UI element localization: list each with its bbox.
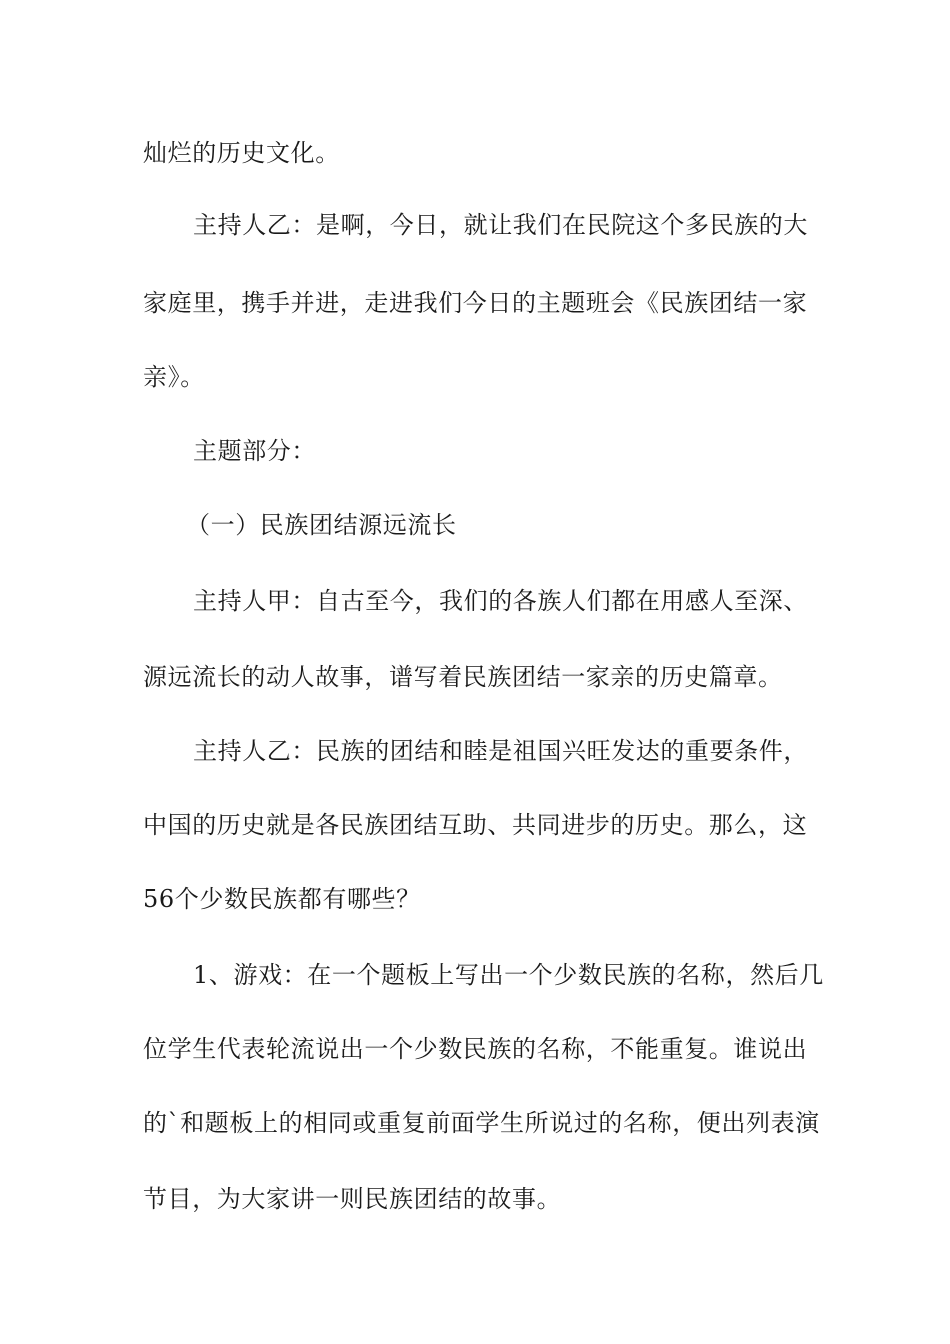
section-heading: 主题部分：	[193, 437, 316, 465]
paragraph-line: 1、游戏：在一个题板上写出一个少数民族的名称，然后几	[193, 961, 824, 989]
paragraph-line: 灿烂的历史文化。	[143, 139, 340, 167]
paragraph-line: 节目，为大家讲一则民族团结的故事。	[143, 1185, 562, 1213]
paragraph-line: 亲》。	[143, 363, 205, 391]
paragraph-line: 位学生代表轮流说出一个少数民族的名称，不能重复。谁说出	[143, 1035, 808, 1063]
paragraph-line: 主持人甲：自古至今，我们的各族人们都在用感人至深、	[193, 587, 808, 615]
paragraph-line: 56个少数民族都有哪些？	[143, 885, 421, 913]
paragraph-line: 源远流长的动人故事，谱写着民族团结一家亲的历史篇章。	[143, 663, 783, 691]
paragraph-line: 主持人乙：民族的团结和睦是祖国兴旺发达的重要条件，	[193, 737, 808, 765]
paragraph-line: 的`和题板上的相同或重复前面学生所说过的名称，便出列表演	[143, 1109, 820, 1137]
paragraph-line: 主持人乙：是啊，今日，就让我们在民院这个多民族的大	[193, 211, 808, 239]
subsection-heading: （一）民族团结源远流长	[186, 511, 457, 539]
paragraph-line: 中国的历史就是各民族团结互助、共同进步的历史。那么，这	[143, 811, 808, 839]
paragraph-line: 家庭里，携手并进，走进我们今日的主题班会《民族团结一家	[143, 289, 808, 317]
